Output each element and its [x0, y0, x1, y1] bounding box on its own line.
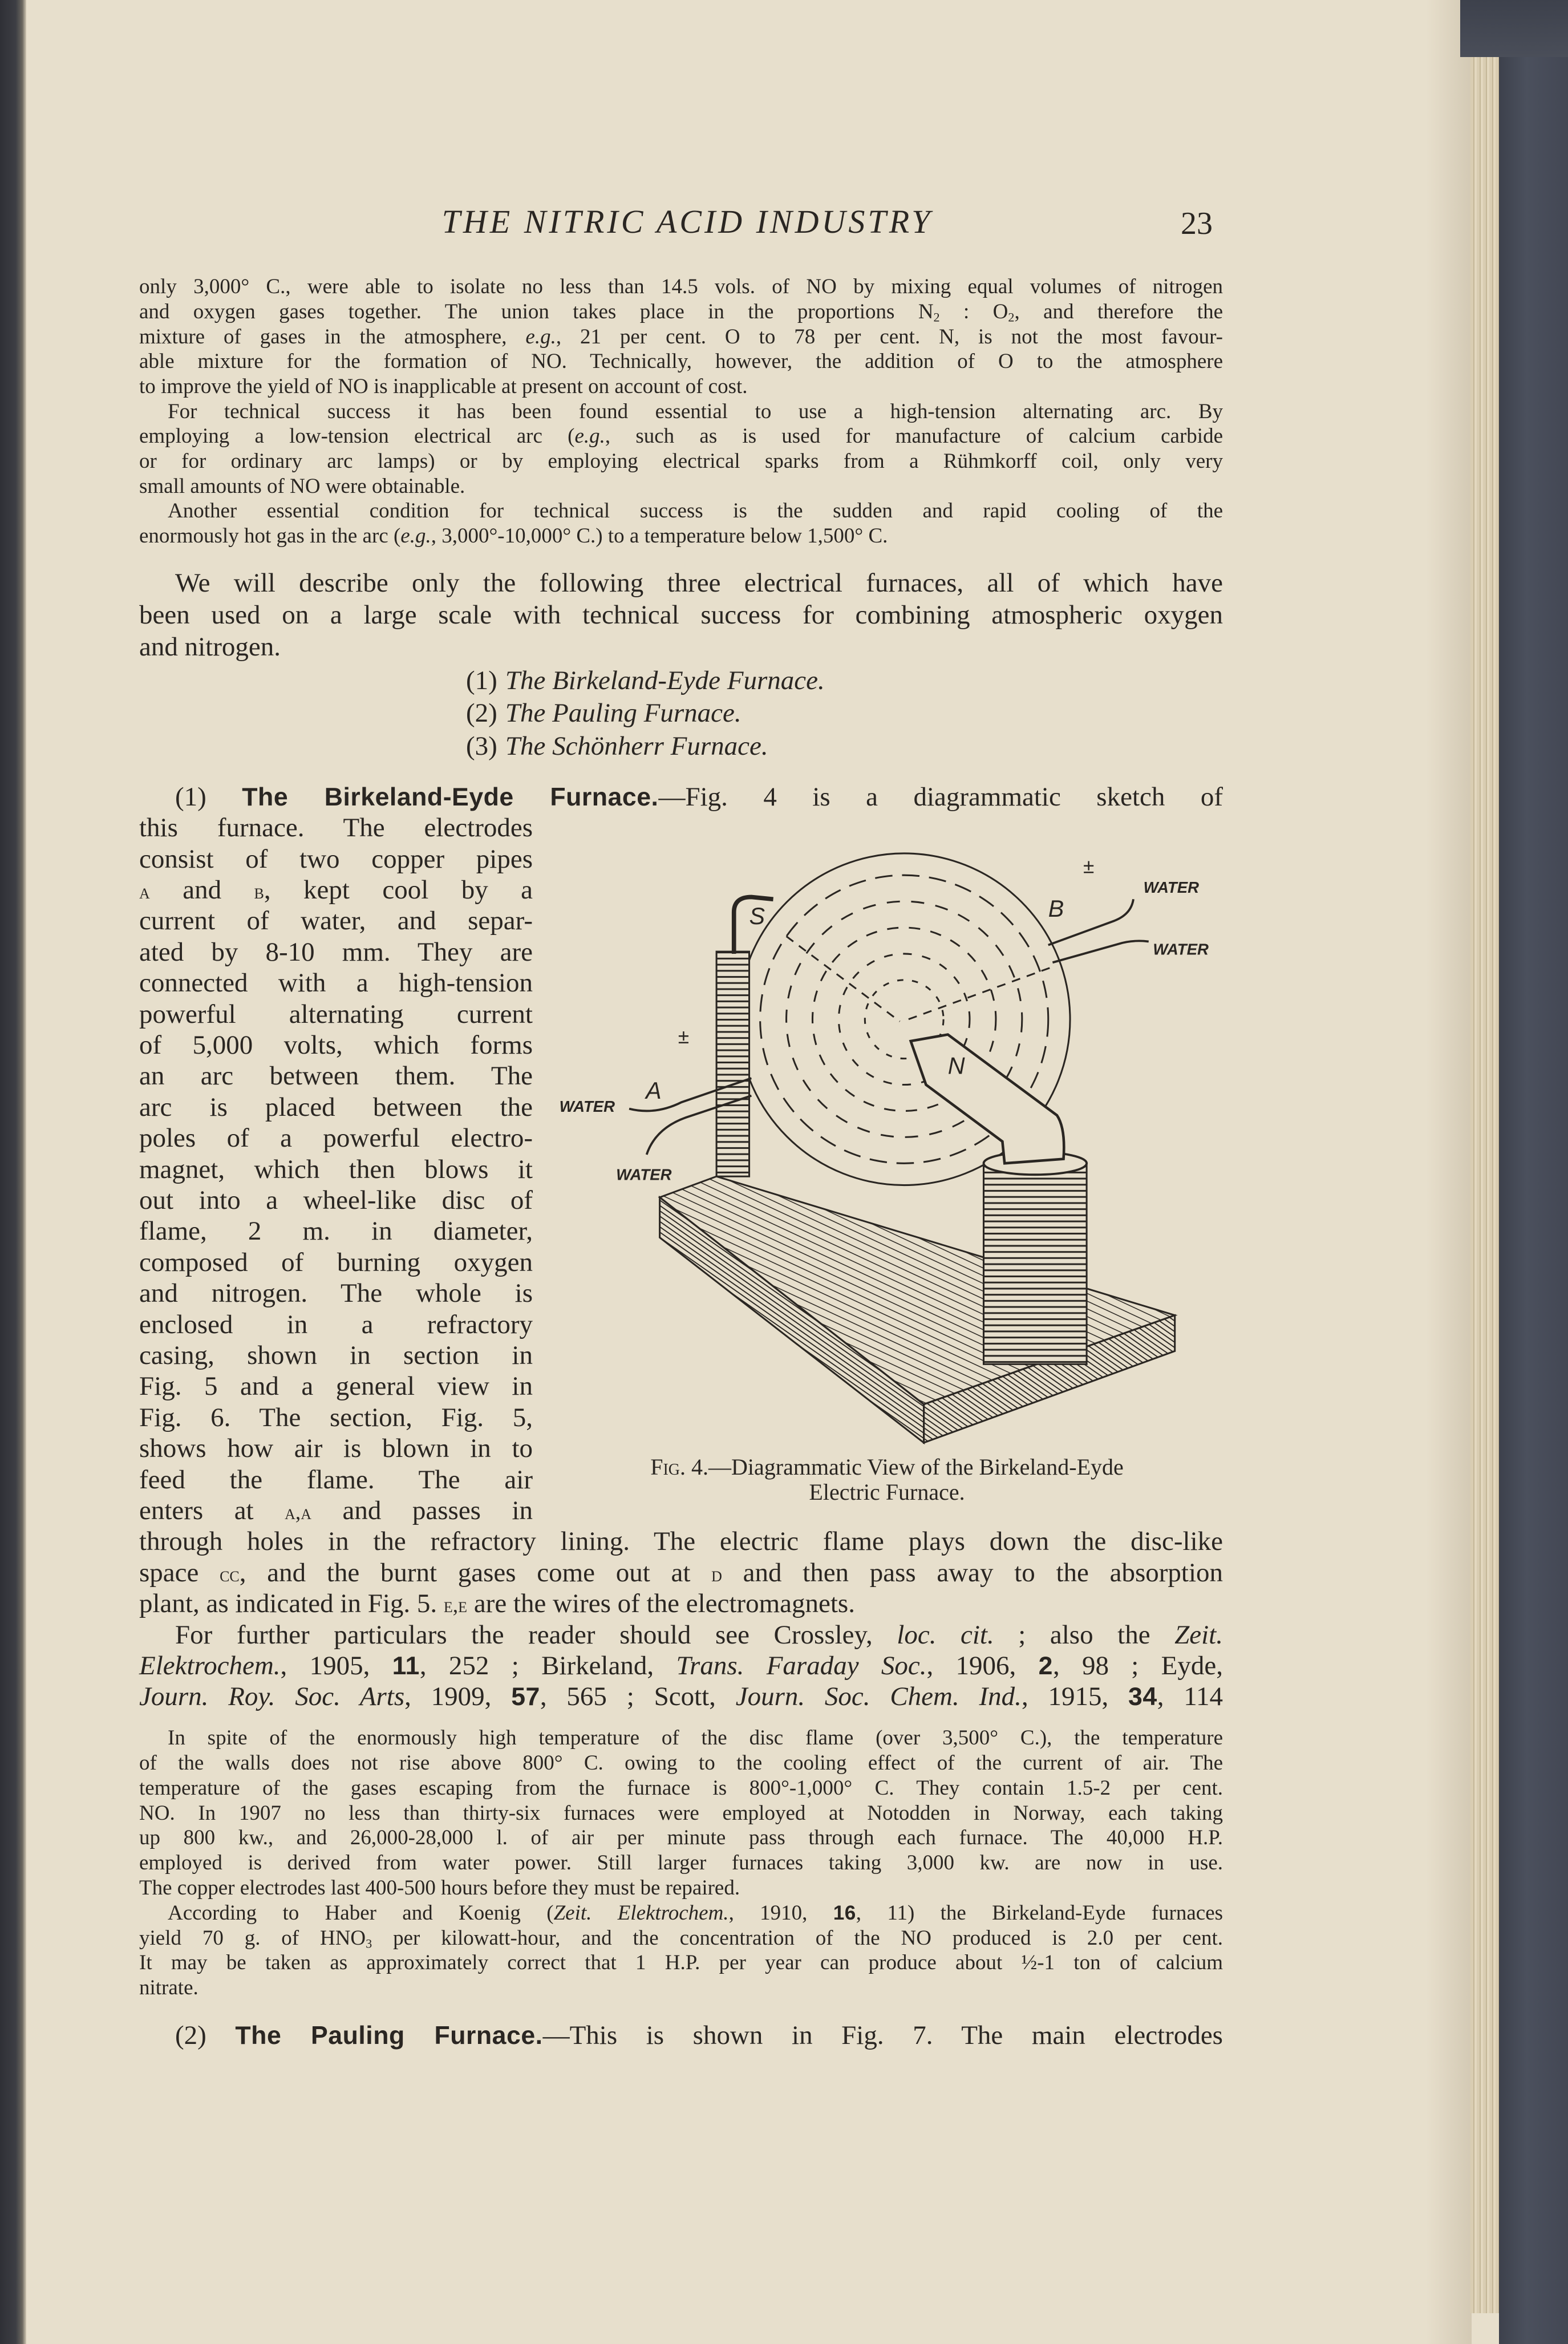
bold-run: 2: [1038, 1652, 1053, 1680]
text-run: enclosed in a refractory: [139, 1310, 533, 1339]
page-gutter-shadow: [1426, 0, 1472, 2344]
running-head: THE NITRIC ACID INDUSTRY: [441, 203, 933, 240]
caption-text: —Diagrammatic View of the Birkeland-Eyde: [708, 1454, 1124, 1480]
text-line: [139, 1950, 1223, 1975]
text-run: only 3,000° C., were able to isolate no less than 14.5 vols. of NO by mixing equal volumes of nitrogen: [139, 275, 1223, 298]
text-run: , such as is used for manufacture of calcium carbide: [605, 424, 1223, 448]
bold-run: 16: [833, 1902, 856, 1924]
text-run: According to Haber and Koenig (: [168, 1901, 554, 1925]
left-magnet-coil: [716, 952, 749, 1176]
book-binding-left: [0, 0, 26, 2344]
text-line: [168, 399, 1223, 424]
label-water: WATER: [616, 1165, 672, 1184]
n-pole-electrode: [911, 1035, 1064, 1164]
text-run: powerful alternating current: [139, 999, 533, 1029]
text-run: Fig. 6. The section, Fig. 5,: [139, 1403, 533, 1432]
italic-run: Trans. Faraday Soc.: [676, 1651, 927, 1681]
furnace-list-item: [466, 731, 768, 762]
label-s: S: [749, 902, 765, 929]
figure-number: Fig. 4.: [650, 1454, 709, 1480]
text-line: [139, 449, 1223, 474]
small-caps-run: a,a: [285, 1501, 312, 1524]
italic-run: e.g.: [525, 325, 556, 349]
text-run: —Fig. 4 is a diagrammatic sketch of: [658, 782, 1223, 812]
text-run: For technical success it has been found essential to use a high-tension alternating arc. By: [168, 400, 1223, 423]
bold-run: 57: [511, 1683, 540, 1711]
text-run: , 98 ; Eyde,: [1052, 1651, 1223, 1681]
list-label: The Schönherr Furnace.: [505, 731, 768, 761]
text-run: , 565 ; Scott,: [540, 1682, 736, 1711]
text-line: [175, 1620, 1223, 1650]
text-run: able mixture for the formation of NO. Technically, however, the addition of O to the atmosphere: [139, 350, 1223, 373]
text-line: [139, 1851, 1223, 1876]
label-water: WATER: [1143, 878, 1200, 896]
text-line: [139, 524, 1223, 549]
label-a: A: [646, 1078, 662, 1104]
text-run: It may be taken as approximately correct that 1 H.P. per year can produce about ½-1 ton of calcium: [139, 1951, 1223, 1974]
text-line: [175, 782, 1223, 813]
text-run: Fig. 5 and a general view in: [139, 1371, 533, 1401]
text-run: employing a low-tension electrical arc (: [139, 424, 575, 448]
text-line: [139, 937, 533, 967]
subscript: 2: [1008, 310, 1015, 325]
text-line: [139, 875, 533, 908]
figure-caption-line-2: Electric Furnace.: [809, 1479, 965, 1505]
text-run: yield 70 g. of HNO: [139, 1926, 366, 1950]
text-run: and passes in: [311, 1496, 533, 1525]
text-run: current of water, and separ-: [139, 906, 533, 936]
subscript: 3: [366, 1936, 372, 1951]
text-run: up 800 kw., and 26,000-28,000 l. of air per minute pass through each furnace. The 40,000 H.P.: [139, 1826, 1223, 1849]
text-run: NO. In 1907 no less than thirty-six furnaces were employed at Notodden in Norway, each taking: [139, 1801, 1223, 1825]
text-line: [139, 1060, 533, 1091]
italic-run: Journ. Roy. Soc. Arts: [139, 1682, 405, 1711]
text-line: [139, 1825, 1223, 1851]
text-line: [139, 1371, 533, 1402]
text-run: and oxygen gases together. The union takes place in the proportions N: [139, 300, 934, 323]
text-line: [139, 844, 533, 875]
text-line: [139, 1402, 533, 1433]
text-line: [139, 1650, 1223, 1682]
text-run: of 5,000 volts, which forms: [139, 1030, 533, 1060]
text-run: to improve the yield of NO is inapplicable at present on account of cost.: [139, 375, 748, 398]
text-run: Another essential condition for technical success is the sudden and rapid cooling of the: [168, 499, 1223, 523]
book-cover-right: [1499, 0, 1568, 2344]
text-line: [139, 474, 1223, 499]
text-run: enters at: [139, 1496, 285, 1525]
text-run: , 3,000°-10,000° C.) to a temperature below 1,500° C.: [431, 524, 888, 548]
text-run: are the wires of the electromagnets.: [467, 1589, 855, 1618]
small-caps-run: a: [139, 880, 150, 904]
text-run: an arc between them. The: [139, 1061, 533, 1091]
bold-run: The Pauling Furnace.: [235, 2022, 543, 2050]
text-run: temperature of the gases escaping from the furnace is 800°-1,000° C. They contain 1.5-2 per cent.: [139, 1776, 1223, 1800]
list-number: (2): [466, 698, 497, 728]
text-run: consist of two copper pipes: [139, 844, 533, 874]
text-run: For further particulars the reader should see Crossley,: [175, 1620, 897, 1650]
text-line: [139, 812, 533, 843]
text-run: (1): [175, 782, 242, 812]
text-line: [139, 1309, 533, 1340]
text-run: employed is derived from water power. Still larger furnaces taking 3,000 kw. are now in use.: [139, 1851, 1223, 1875]
text-run: per kilowatt-hour, and the concentration of the NO produced is 2.0 per cent.: [372, 1926, 1223, 1950]
text-line: [139, 374, 1223, 399]
text-line: [168, 499, 1223, 524]
bold-run: 11: [392, 1652, 420, 1680]
text-run: through holes in the refractory lining. The electric flame plays down the disc-like: [139, 1527, 1223, 1556]
text-line: [139, 1030, 533, 1060]
text-line: [139, 999, 533, 1030]
italic-run: e.g.: [574, 424, 605, 448]
text-line: [139, 1801, 1223, 1826]
text-line: [139, 1526, 1223, 1557]
text-run: and nitrogen.: [139, 632, 281, 662]
list-number: (3): [466, 731, 497, 761]
text-run: casing, shown in section in: [139, 1341, 533, 1370]
right-magnet-coil: [983, 1152, 1087, 1364]
text-run: composed of burning oxygen: [139, 1248, 533, 1277]
text-run: enormously hot gas in the arc (: [139, 524, 401, 548]
text-line: [139, 349, 1223, 374]
text-line: [139, 1776, 1223, 1801]
text-line: [139, 631, 1223, 663]
text-line: [139, 1216, 533, 1246]
text-line: [175, 2020, 1223, 2051]
text-line: [139, 1247, 533, 1278]
text-line: [139, 325, 1223, 350]
text-line: [139, 905, 533, 936]
text-line: [139, 1751, 1223, 1776]
text-run: ated by 8-10 mm. They are: [139, 937, 533, 967]
text-run: or for ordinary arc lamps) or by employing electrical sparks from a Rühmkorff coil, only very: [139, 450, 1223, 473]
text-line: [139, 1495, 533, 1528]
italic-run: Zeit.: [1174, 1620, 1223, 1650]
text-run: arc is placed between the: [139, 1092, 533, 1122]
text-run: flame, 2 m. in diameter,: [139, 1216, 533, 1246]
text-line: [139, 967, 533, 998]
text-run: of the walls does not rise above 800° C. owing to the cooling effect of the current of air. The: [139, 1751, 1223, 1775]
base-slab: [660, 1176, 1175, 1443]
italic-run: Journ. Soc. Chem. Ind.: [735, 1682, 1022, 1711]
label-b: B: [1048, 895, 1064, 922]
text-run: been used on a large scale with technical success for combining atmospheric oxygen: [139, 600, 1223, 630]
italic-run: loc. cit.: [897, 1620, 994, 1650]
text-run: , 1910,: [728, 1901, 833, 1925]
text-run: plant, as indicated in Fig. 5.: [139, 1589, 444, 1618]
text-run: , 1909,: [404, 1682, 512, 1711]
text-run: , 21 per cent. O to 78 per cent. N, is not the most favour-: [556, 325, 1223, 349]
label-water: WATER: [1153, 940, 1209, 958]
small-caps-run: b: [254, 880, 264, 904]
label-plus-minus-a: ±: [678, 1025, 690, 1048]
text-line: [175, 567, 1223, 599]
italic-run: Zeit. Elektrochem.: [553, 1901, 729, 1925]
figure-caption: [542, 1454, 1232, 1480]
text-line: [139, 274, 1223, 299]
text-run: , 1906,: [926, 1651, 1039, 1681]
text-run: shows how air is blown in to: [139, 1434, 533, 1463]
text-run: , 1915,: [1021, 1682, 1129, 1711]
text-line: [139, 1340, 533, 1371]
text-line: [139, 1092, 533, 1123]
bold-run: The Birkeland-Eyde Furnace.: [242, 783, 659, 811]
label-n: N: [947, 1052, 965, 1079]
text-run: , 1905,: [280, 1651, 392, 1681]
text-run: In spite of the enormously high temperature of the disc flame (over 3,500° C.), the temperature: [168, 1726, 1223, 1750]
text-run: , 11) the Birkeland-Eyde furnaces: [856, 1901, 1223, 1925]
text-run: out into a wheel-like disc of: [139, 1185, 533, 1215]
text-run: nitrate.: [139, 1976, 198, 1999]
text-run: this furnace. The electrodes: [139, 813, 533, 843]
text-run: small amounts of NO were obtainable.: [139, 475, 465, 498]
furnace-list-item: [466, 665, 825, 696]
subscript: 2: [933, 310, 940, 325]
bold-run: 34: [1128, 1683, 1157, 1711]
text-run: feed the flame. The air: [139, 1465, 533, 1495]
small-caps-run: d: [711, 1563, 722, 1586]
text-line: [139, 1926, 1223, 1951]
text-run: poles of a powerful electro-: [139, 1123, 533, 1153]
text-run: and: [149, 875, 254, 905]
text-line: [139, 299, 1223, 325]
text-line: [168, 1901, 1223, 1926]
book-cover-corner: [1460, 0, 1568, 57]
text-line: [139, 1185, 533, 1216]
italic-run: Elektrochem.: [139, 1651, 281, 1681]
text-run: magnet, which then blows it: [139, 1155, 533, 1184]
small-caps-run: e,e: [443, 1594, 468, 1617]
text-run: (2): [175, 2021, 236, 2050]
list-label: The Pauling Furnace.: [505, 698, 742, 728]
text-line: [139, 1154, 533, 1185]
text-line: [139, 1123, 533, 1153]
text-run: , kept cool by a: [264, 875, 533, 905]
page-number: 23: [1181, 206, 1213, 241]
label-water: WATER: [559, 1097, 615, 1115]
text-run: ; also the: [994, 1620, 1175, 1650]
text-run: and then pass away to the absorption: [722, 1558, 1223, 1588]
italic-run: e.g.: [400, 524, 431, 548]
text-line: [139, 1876, 1223, 1901]
birkeland-eyde-furnace-figure: [542, 827, 1226, 1512]
text-line: [168, 1726, 1223, 1751]
text-run: , and the burnt gases come out at: [239, 1558, 712, 1588]
text-run: The copper electrodes last 400-500 hours before they must be repaired.: [139, 1876, 740, 1900]
text-line: [139, 1464, 533, 1495]
text-line: [139, 599, 1223, 631]
text-run: —This is shown in Fig. 7. The main electrodes: [542, 2021, 1223, 2050]
text-run: space: [139, 1558, 220, 1588]
label-plus-minus-b: ±: [1083, 855, 1095, 878]
page-edges: [1470, 54, 1500, 2313]
text-run: : O: [939, 300, 1008, 323]
text-line: [139, 424, 1223, 449]
text-run: and nitrogen. The whole is: [139, 1278, 533, 1308]
list-number: (1): [466, 666, 497, 695]
text-line: [139, 1681, 1223, 1713]
text-run: mixture of gases in the atmosphere,: [139, 325, 526, 349]
text-line: [139, 1975, 1223, 2001]
text-line: [139, 1278, 533, 1309]
text-line: [139, 1588, 1223, 1621]
small-caps-run: cc: [220, 1563, 240, 1586]
text-run: , 114: [1157, 1682, 1223, 1711]
list-label: The Birkeland-Eyde Furnace.: [505, 666, 825, 695]
text-run: , and therefore the: [1014, 300, 1223, 323]
text-line: [139, 1557, 1223, 1590]
text-run: , 252 ; Birkeland,: [419, 1651, 676, 1681]
text-run: We will describe only the following three electrical furnaces, all of which have: [175, 568, 1223, 598]
text-run: connected with a high-tension: [139, 968, 533, 998]
furnace-list-item: [466, 698, 742, 728]
text-line: [139, 1433, 533, 1464]
